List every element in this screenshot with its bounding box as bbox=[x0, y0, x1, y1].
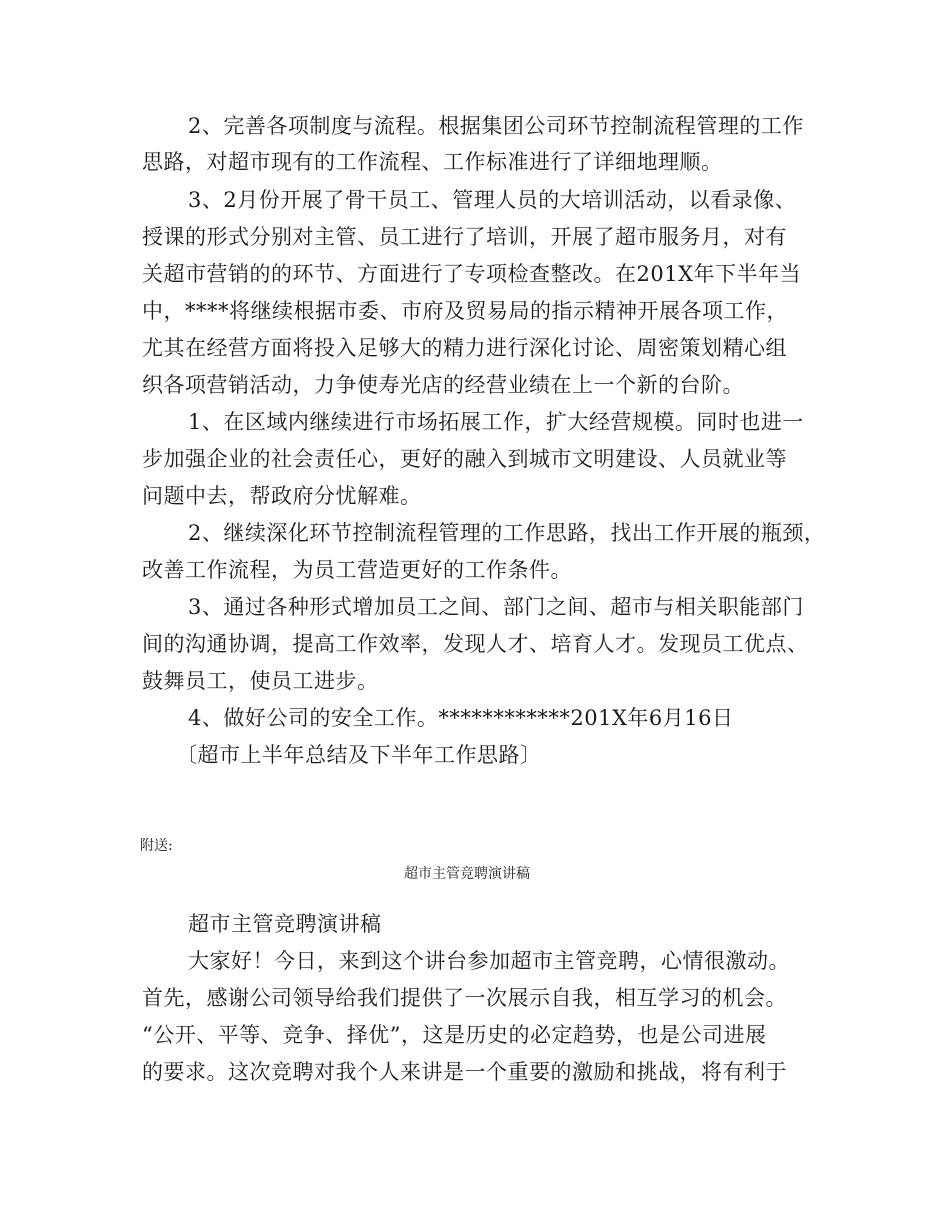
paragraph-line: 3、通过各种形式增加员工之间、部门之间、超市与相关职能部门 bbox=[188, 595, 804, 619]
paragraph-line: 织各项营销活动，力争使寿光店的经营业绩在上一个新的台阶。 bbox=[142, 373, 744, 397]
paragraph-line: 问题中去，帮政府分忧解难。 bbox=[142, 484, 422, 508]
paragraph-line: 鼓舞员工，使员工进步。 bbox=[142, 669, 379, 693]
paragraph-line: 思路，对超市现有的工作流程、工作标准进行了详细地理顺。 bbox=[142, 150, 723, 174]
paragraph-line: 〔超市上半年总结及下半年工作思路〕 bbox=[176, 743, 542, 767]
paragraph-line: “公开、平等、竞争、择优”，这是历史的必定趋势，也是公司进展 bbox=[142, 1023, 767, 1047]
paragraph-line: 4、做好公司的安全工作。************201X年6月16日 bbox=[188, 706, 734, 730]
paragraph-line: 2、继续深化环节控制流程管理的工作思路，找出工作开展的瓶颈， bbox=[188, 521, 826, 545]
paragraph-line: 尤其在经营方面将投入足够大的精力进行深化讨论、周密策划精心组 bbox=[142, 336, 787, 360]
paragraph-line: 关超市营销的的环节、方面进行了专项检查整改。在201X年下半年当 bbox=[142, 262, 802, 286]
attachment-label: 附送: bbox=[140, 838, 173, 854]
speech-title: 超市主管竞聘演讲稿 bbox=[188, 912, 382, 936]
paragraph-line: 首先，感谢公司领导给我们提供了一次展示自我，相互学习的机会。 bbox=[142, 986, 787, 1010]
paragraph-line: 的要求。这次竞聘对我个人来讲是一个重要的激励和挑战，将有利于 bbox=[142, 1060, 787, 1084]
attachment-subtitle: 超市主管竞聘演讲稿 bbox=[404, 866, 530, 882]
paragraph-line: 间的沟通协调，提高工作效率，发现人才、培育人才。发现员工优点、 bbox=[142, 632, 809, 656]
paragraph-line: 2、完善各项制度与流程。根据集团公司环节控制流程管理的工作 bbox=[188, 114, 804, 138]
paragraph-line: 3、2月份开展了骨干员工、管理人员的大培训活动，以看录像、 bbox=[188, 188, 797, 212]
paragraph-line: 1、在区域内继续进行市场拓展工作，扩大经营规模。同时也进一 bbox=[188, 410, 804, 434]
paragraph-line: 大家好！今日，来到这个讲台参加超市主管竞聘，心情很激动。 bbox=[188, 949, 790, 973]
paragraph-line: 中，****将继续根据市委、市府及贸易局的指示精神开展各项工作， bbox=[142, 299, 788, 323]
paragraph-line: 授课的形式分别对主管、员工进行了培训，开展了超市服务月，对有 bbox=[142, 225, 787, 249]
paragraph-line: 改善工作流程，为员工营造更好的工作条件。 bbox=[142, 558, 572, 582]
paragraph-line: 步加强企业的社会责任心，更好的融入到城市文明建设、人员就业等 bbox=[142, 447, 787, 471]
